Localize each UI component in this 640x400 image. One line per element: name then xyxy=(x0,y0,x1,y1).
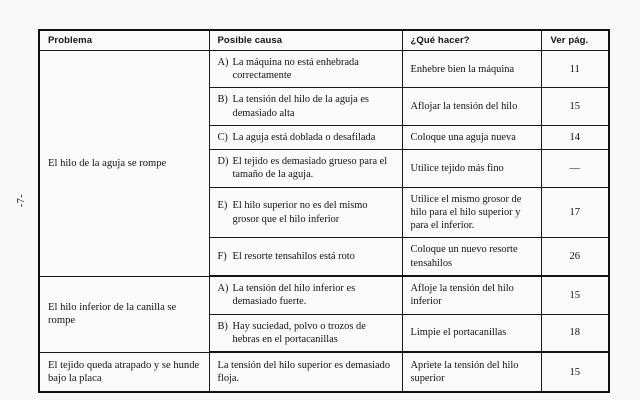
cause-marker: D) xyxy=(217,156,229,168)
cell-problem: El hilo de la aguja se rompe xyxy=(39,51,209,277)
table-body xyxy=(39,51,609,393)
table-row xyxy=(39,51,609,88)
column-header-action: ¿Qué hacer? xyxy=(402,30,541,51)
table-header xyxy=(39,30,609,51)
cause-text: La aguja está doblada o desafilada xyxy=(232,131,376,143)
page-folio xyxy=(11,176,33,224)
cell-action: Coloque un nuevo resorte tensahilos xyxy=(402,238,541,276)
cause-marker: A) xyxy=(217,283,229,295)
cell-page-reference: 15 xyxy=(541,88,609,125)
cell-cause xyxy=(209,314,402,352)
cell-action: Utilice tejido más fino xyxy=(402,150,541,187)
cause-text: Hay suciedad, polvo o trozos de hebras en el portacanillas xyxy=(232,320,366,345)
cause-text: La tensión del hilo superior es demasiado floja. xyxy=(217,360,391,385)
cell-action: Enhebre bien la máquina xyxy=(402,51,541,88)
table-row xyxy=(39,352,609,392)
cell-cause xyxy=(209,238,402,276)
cell-page-reference: — xyxy=(541,150,609,187)
cell-action: Afloje la tensión del hilo inferior xyxy=(402,276,541,314)
cause-marker: B) xyxy=(217,320,228,332)
cell-action: Utilice el mismo grosor de hilo para el hilo superior y para el inferior. xyxy=(402,187,541,238)
column-header-cause: Posible causa xyxy=(209,30,402,51)
cause-text: La tensión del hilo inferior es demasiado fuerte. xyxy=(232,283,356,308)
cell-action: Aflojar la tensión del hilo xyxy=(402,88,541,125)
cell-action: Apriete la tensión del hilo superior xyxy=(402,352,541,392)
cell-action: Limpie el portacanillas xyxy=(402,314,541,352)
cell-cause xyxy=(209,51,402,88)
cause-marker: B) xyxy=(217,94,228,106)
cell-cause xyxy=(209,187,402,238)
cause-marker: C) xyxy=(217,131,228,143)
cell-cause xyxy=(209,276,402,314)
cell-page-reference: 15 xyxy=(541,276,609,314)
table-header-row xyxy=(39,30,609,51)
cell-cause xyxy=(209,88,402,125)
cell-action: Coloque una aguja nueva xyxy=(402,125,541,149)
cell-page-reference: 14 xyxy=(541,125,609,149)
cause-text: La máquina no está enhebrada correctamente xyxy=(232,57,359,82)
table-row xyxy=(39,276,609,314)
troubleshooting-table-container xyxy=(38,29,608,393)
cell-page-reference: 26 xyxy=(541,238,609,276)
cause-marker: A) xyxy=(217,57,229,68)
column-header-problem: Problema xyxy=(39,30,209,51)
cell-page-reference: 11 xyxy=(541,51,609,88)
cell-problem: El tejido queda atrapado y se hunde bajo la placa xyxy=(39,352,209,392)
cause-text: El hilo superior no es del mismo grosor que el hilo inferior xyxy=(232,200,368,225)
page-folio-text: -7- xyxy=(16,193,28,207)
cell-page-reference: 15 xyxy=(541,352,609,392)
troubleshooting-table xyxy=(38,29,610,393)
column-header-page: Ver pág. xyxy=(541,30,609,51)
cause-text: La tensión del hilo de la aguja es demasiado alta xyxy=(232,94,369,119)
cause-text: El resorte tensahilos está roto xyxy=(232,251,355,263)
cause-text: El tejido es demasiado grueso para el tamaño de la aguja. xyxy=(232,156,388,181)
cell-cause xyxy=(209,150,402,187)
cause-marker: F) xyxy=(217,251,227,263)
cell-cause xyxy=(209,352,402,392)
cause-marker: E) xyxy=(217,200,228,212)
cell-page-reference: 17 xyxy=(541,187,609,238)
cell-page-reference: 18 xyxy=(541,314,609,352)
cell-problem: El hilo inferior de la canilla se rompe xyxy=(39,276,209,352)
cell-cause xyxy=(209,125,402,149)
